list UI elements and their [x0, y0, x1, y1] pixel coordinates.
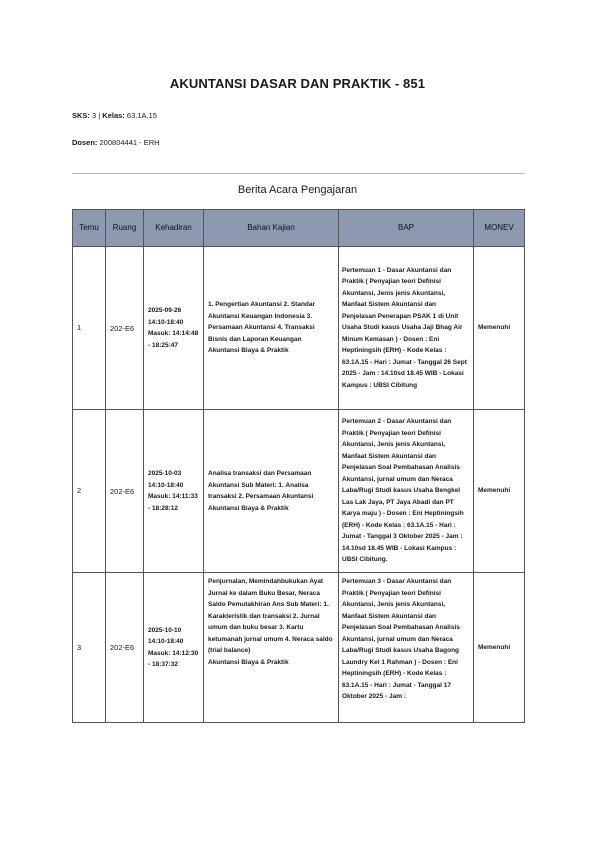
dosen-value: 200804441 - ERH — [97, 138, 160, 147]
header-ruang: Ruang — [106, 210, 144, 247]
cell-ruang: 202-E6 — [106, 247, 144, 410]
cell-ruang: 202-E6 — [106, 410, 144, 573]
cell-kehadiran: 2025-10-03 14:10-18:40 Masuk: 14:11:33 - 18:28:12 — [144, 410, 204, 573]
header-temu: Temu — [73, 210, 106, 247]
sks-label: SKS: — [72, 111, 90, 120]
table-row — [73, 247, 525, 410]
header-bahan-kajian: Bahan Kajian — [204, 210, 339, 247]
header-monev: MONEV — [474, 210, 525, 247]
cell-bap: Pertemuan 1 - Dasar Akuntansi dan Praktik ( Penyajian teori Definisi Akuntansi, Jenis jenis Akuntansi, Manfaat Sistem Akuntansi dan Penjelasan Penerapan PSAK 1 di Unit Usaha Studi kasus Usaha Jaji Bhag Air Minum Kemasan ) - Dosen : Eni Heptiningsih (ERH) - Kode Kelas : 63.1A.15 - Hari : Jumat - Tanggal 26 Sept 2025 - Jam : 14.10sd 18.45 WIB - Lokasi Kampus : UBSI Cibitung — [339, 247, 474, 410]
cell-kehadiran: 2025-10-10 14:10-18:40 Masuk: 14:12:30 - 18:37:32 — [144, 573, 204, 723]
cell-kehadiran: 2025-09-26 14:10-18:40 Masuk: 14:14:48 - 18:25:47 — [144, 247, 204, 410]
dosen-label: Dosen: — [72, 138, 98, 147]
cell-monev: Memenuhi — [474, 573, 525, 723]
cell-temu: 3 — [73, 573, 106, 723]
bahan-kajian-text: Penjurnalan, Memindahbukukan Ayat Jurnal ke dalam Buku Besar, Neraca Saldo Pemutakhiran Ans Sub Materi: 1. Karakteristik dan transaksi 2. Jurnal umum dan buku besar 3. Kartu ketumanah jurnal umum 4. Neraca saldo (trial balance) — [208, 578, 333, 654]
divider — [72, 173, 525, 174]
bahan-kajian-text: 1. Pengertian Akuntansi 2. Standar Akuntansi Keuangan Indonesia 3. Persamaan Akuntansi 4. Transaksi Bisnis dan Laporan Keuangan Akuntansi Biaya & Praktik — [208, 301, 316, 355]
section-title: Berita Acara Pengajaran — [237, 184, 358, 196]
sks-value: 3 | — [89, 111, 103, 120]
table-row — [73, 573, 525, 723]
course-meta — [72, 111, 157, 120]
cell-bap: Pertemuan 2 - Dasar Akuntansi dan Praktik ( Penyajian teori Definisi Akuntansi, Jenis jenis Akuntansi, Manfaat Sistem Akuntansi dan Penjelasan Soal Pembahasan Analisis Akuntansi, jurnal umum dan Neraca Laba/Rugi Studi kasus Usaha Bengkel Las Lak Jaya, PT Jaya Abadi dan PT Karya maju ) - Dosen : Eni Heptiningsih (ERH) - Kode Kelas : 63.1A.15 - Hari : Jumat - Tanggal 3 Oktober 2025 - Jam : 14.10sd 18.45 WIB - Lokasi Kampus : UBSI Cibitung. — [339, 410, 474, 573]
bahan-kajian-text: Analisa transaksi dan Persamaan Akuntansi Sub Materi: 1. Analisa transaksi 2. Persamaan Akuntansi Akuntansi Biaya & Praktik — [208, 470, 314, 512]
document-title: AKUNTANSI DASAR DAN PRAKTIK - 851 — [169, 76, 426, 91]
header-kehadiran: Kehadiran — [144, 210, 204, 247]
cell-bahan-kajian — [204, 410, 339, 573]
cell-monev: Memenuhi — [474, 247, 525, 410]
teaching-record-table — [72, 209, 525, 723]
kelas-label: Kelas: — [102, 111, 125, 120]
cell-ruang: 202-E6 — [106, 573, 144, 723]
cell-bap: Pertemuan 3 - Dasar Akuntansi dan Praktik ( Penyajian teori Definisi Akuntansi, Jenis jenis Akuntansi, Manfaat Sistem Akuntansi dan Penjelasan Soal Pembahasan Analisis Akuntansi, jurnal umum dan Neraca Laba/Rugi Studi kasus Usaha Bagong Laundry Kel 1 Rahman ) - Dosen : Eni Heptiningsih (ERH) - Kode Kelas : 63.1A.15 - Hari : Jumat - Tanggal 17 Oktober 2025 - Jam : — [339, 573, 474, 723]
cell-temu: 1 — [73, 247, 106, 410]
cell-bahan-kajian — [204, 573, 339, 723]
bahan-kajian-course: Akuntansi Biaya & Praktik — [208, 658, 289, 666]
cell-temu: 2 — [73, 410, 106, 573]
table-row — [73, 410, 525, 573]
cell-bahan-kajian — [204, 247, 339, 410]
cell-monev: Memenuhi — [474, 410, 525, 573]
header-bap: BAP — [339, 210, 474, 247]
kelas-value: 63.1A.15 — [124, 111, 157, 120]
table-header-row — [73, 210, 525, 247]
lecturer-meta — [72, 138, 160, 147]
